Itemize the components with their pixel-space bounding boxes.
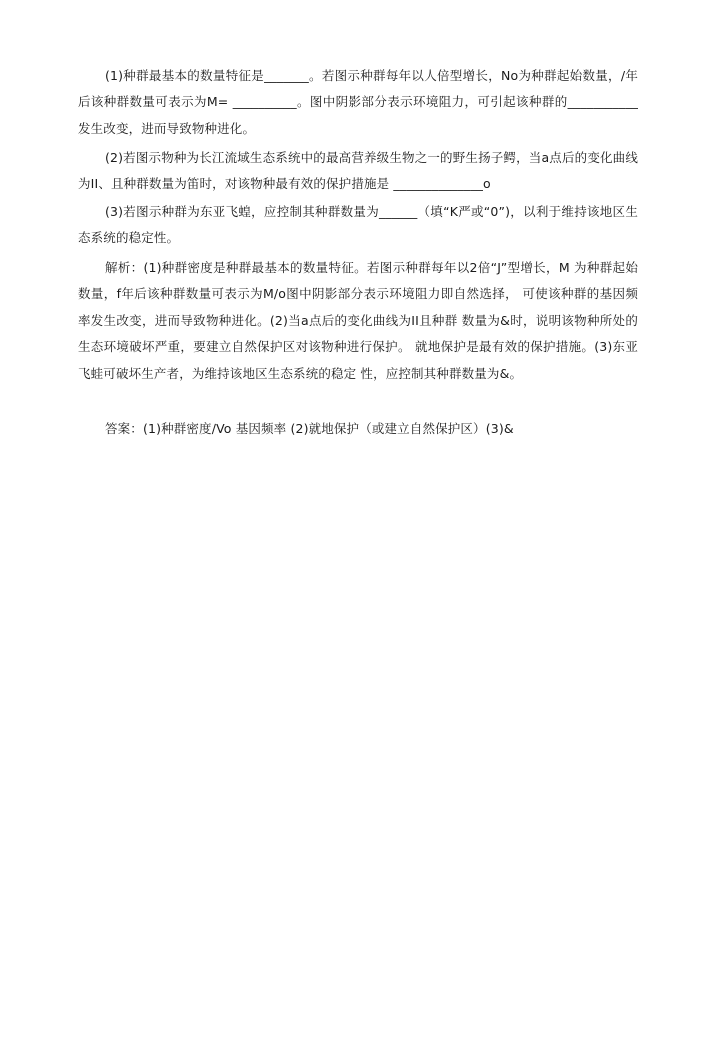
question-3-text: (3)若图示种群为东亚飞蝗，应控制其种群数量为______（填“K严或“0”)，以利于维持该地区生态系统的稳定性。: [78, 204, 638, 246]
analysis-text: 解析：(1)种群密度是种群最基本的数量特征。若图示种群每年以2倍“J”型增长，M 为种群起始数量，f年后该种群数量可表示为M/o图中阴影部分表示环境阻力即自然选择， 可使该种群的基因频率发生改变，进而导致物种进化。(2)当a点后的变化曲线为II且种群 数量为&时，说明该物种所处的生态环境破坏严重，要建立自然保护区对该物种进行保护。 就地保护是最有效的保护措施。(3)东亚飞蛙可破坏生产者，为维持该地区生态系统的稳定 性，应控制其种群数量为&。: [78, 260, 638, 381]
answer-text: 答案：(1)种群密度∕Vo 基因频率 (2)就地保护（或建立自然保护区）(3)&: [105, 421, 514, 436]
question-1-text: (1)种群最基本的数量特征是_______。若图示种群每年以人倍型增长，No为种群起始数量，/年后该种群数量可表示为M= __________。图中阴影部分表示环境阻力，可引起该种群的___________发生改变，进而导致物种进化。: [78, 68, 638, 136]
question-2-text: (2)若图示物种为长江流域生态系统中的最高营养级生物之一的野生扬子鳄，当a点后的变化曲线为II、且种群数量为笛时，对该物种最有效的保护措施是 ______________o: [78, 150, 638, 192]
